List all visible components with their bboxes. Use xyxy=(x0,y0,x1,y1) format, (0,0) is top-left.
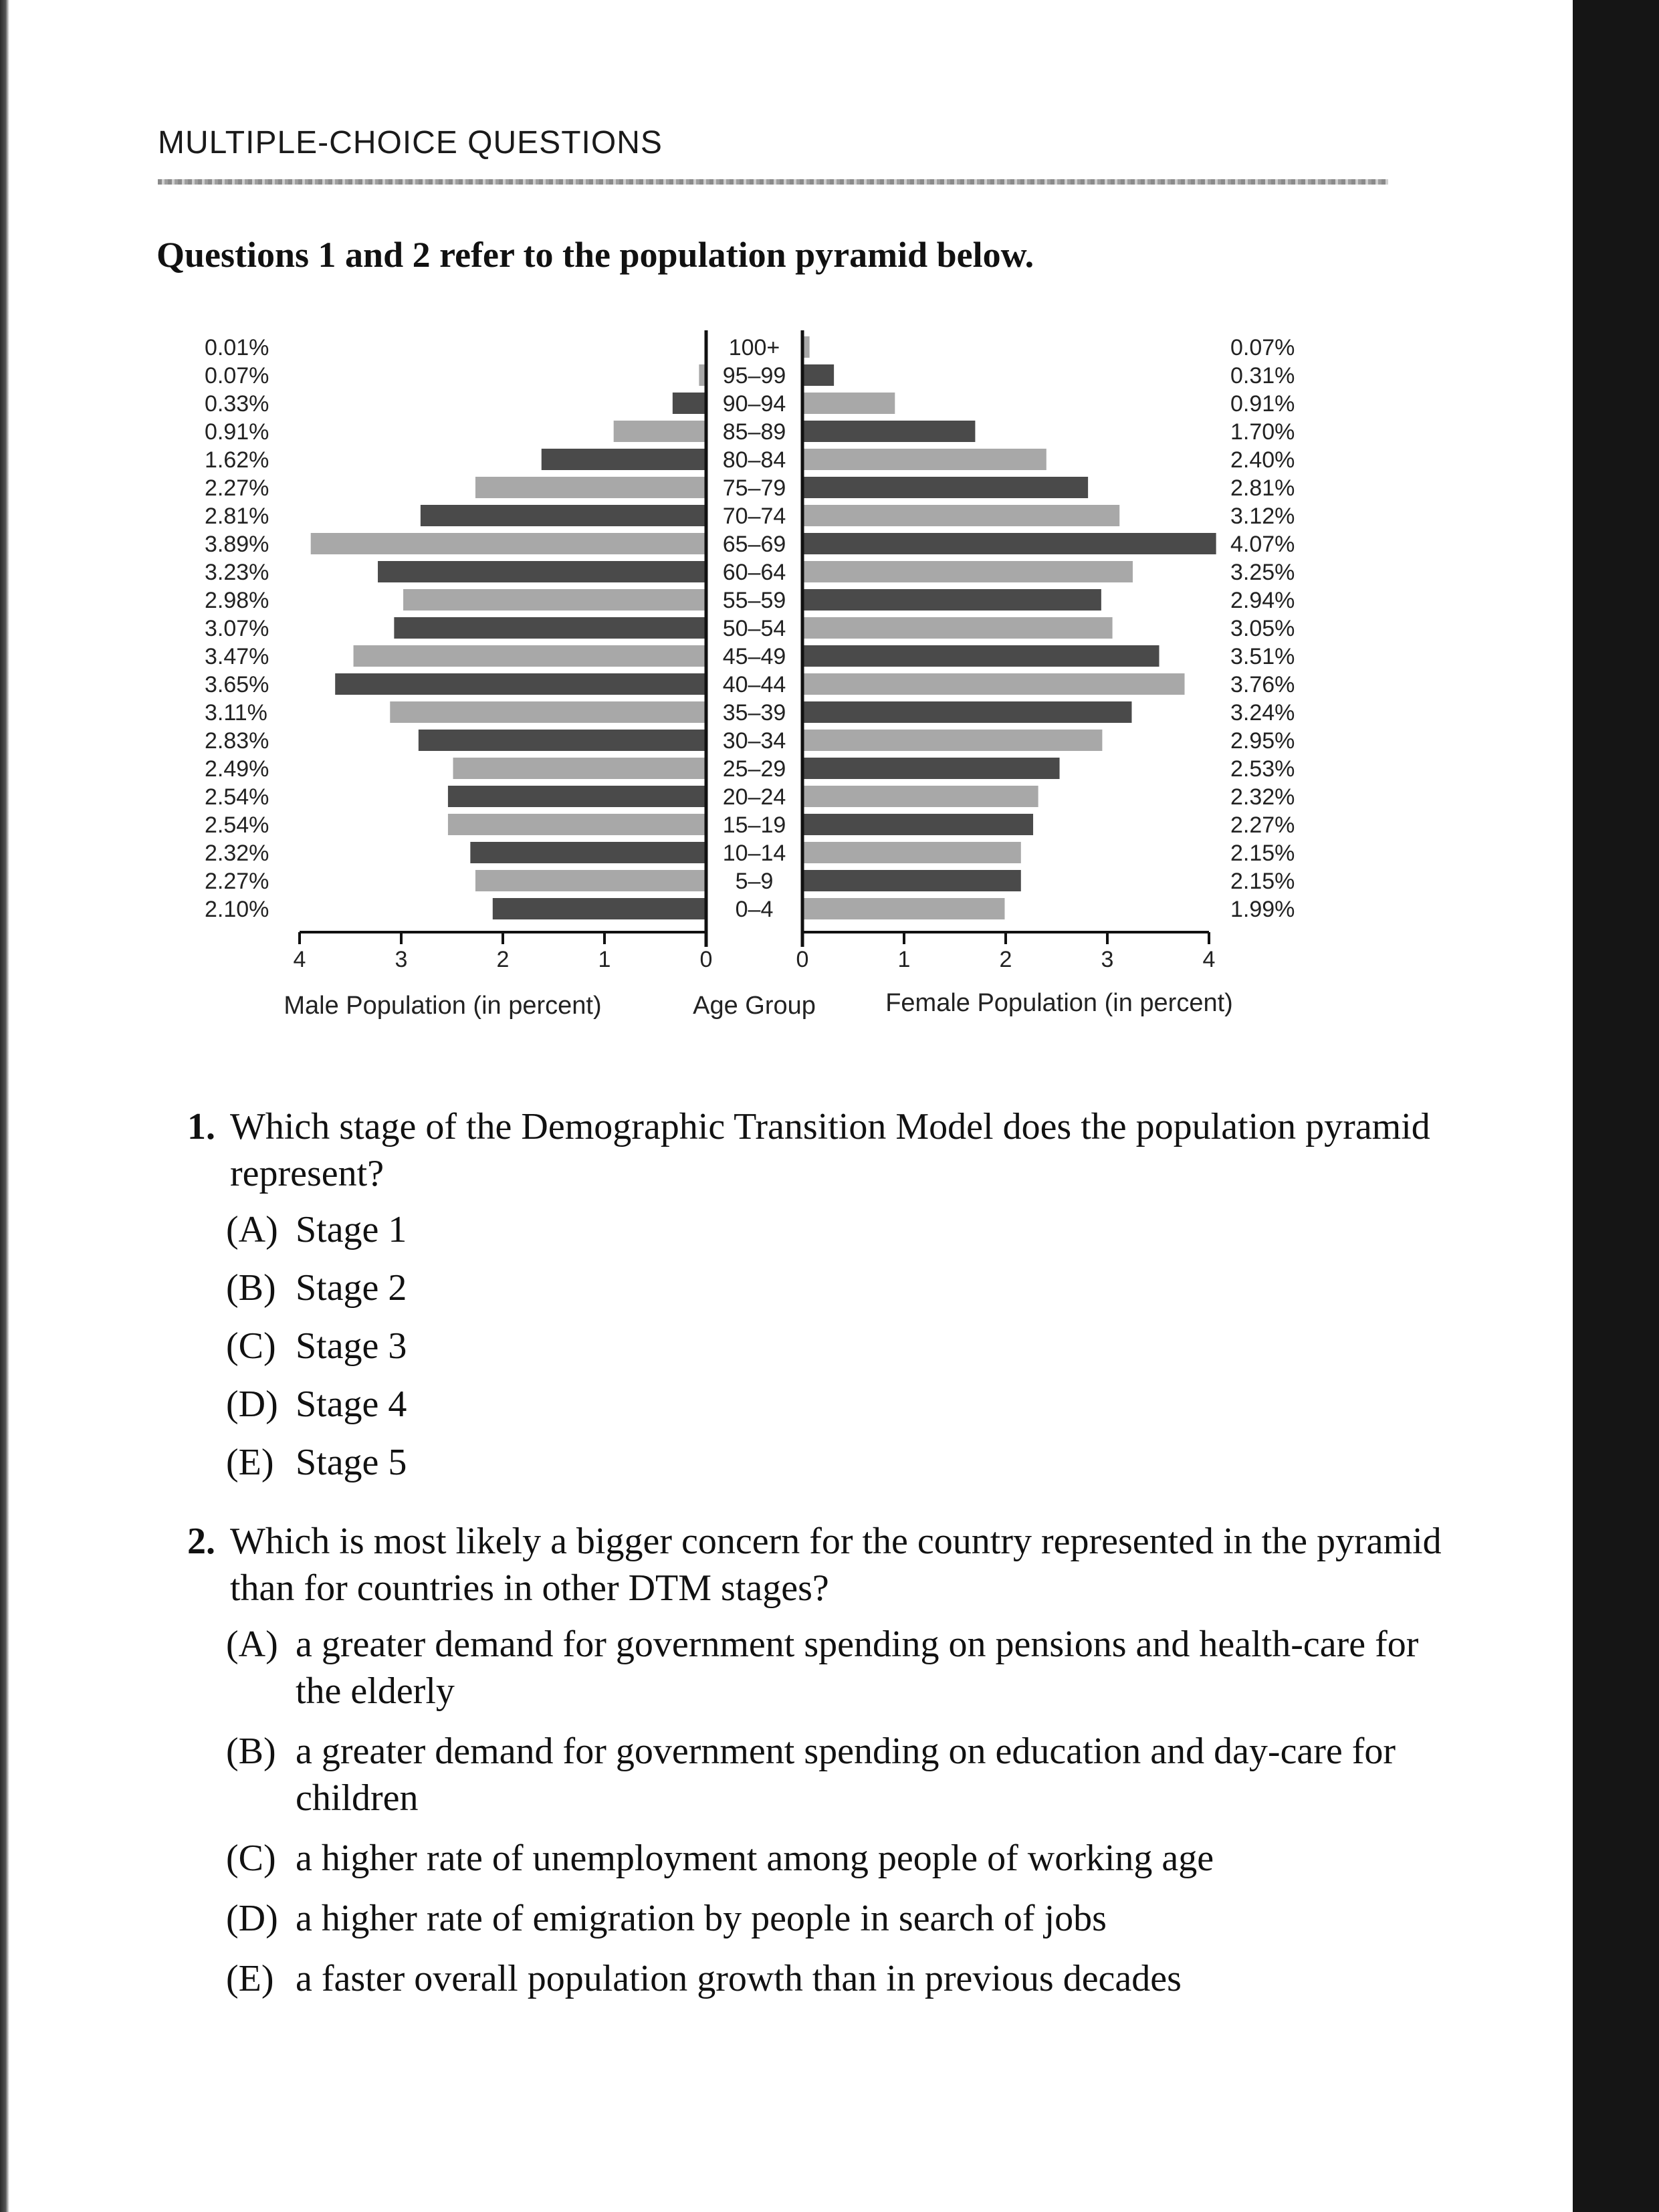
female-percent-label: 3.12% xyxy=(1230,504,1295,529)
female-percent-label: 2.95% xyxy=(1230,728,1295,754)
female-percent-label: 3.24% xyxy=(1230,700,1295,726)
age-group-label: 80–84 xyxy=(722,447,786,473)
female-tick-label: 4 xyxy=(1202,947,1216,972)
male-bar-12 xyxy=(335,673,706,695)
question-2-number: 2. xyxy=(187,1521,215,1562)
male-bar-4 xyxy=(542,449,706,470)
questions-intro: Questions 1 and 2 refer to the population pyramid below. xyxy=(156,235,1034,275)
male-percent-label: 3.23% xyxy=(205,560,269,585)
age-group-label: 75–79 xyxy=(722,475,786,501)
female-bar-14 xyxy=(802,730,1102,751)
question-1-option-c[interactable]: (C) Stage 3 xyxy=(226,1325,407,1367)
age-axis-title: Age Group xyxy=(693,992,816,1020)
population-pyramid xyxy=(181,314,1344,1036)
female-bar-13 xyxy=(802,701,1131,723)
male-percent-label: 2.81% xyxy=(205,504,269,529)
question-1 xyxy=(187,1103,1431,1486)
age-group-label: 45–49 xyxy=(722,644,786,669)
male-bar-18 xyxy=(470,842,706,863)
question-1-number: 1. xyxy=(187,1106,215,1147)
female-bar-6 xyxy=(802,505,1119,526)
female-percent-label: 3.25% xyxy=(1230,560,1295,585)
female-percent-label: 2.32% xyxy=(1230,784,1295,810)
male-percent-label: 2.27% xyxy=(205,475,269,501)
male-percent-label: 1.62% xyxy=(205,447,269,473)
male-percent-label: 3.47% xyxy=(205,644,269,669)
female-percent-label: 2.15% xyxy=(1230,869,1295,894)
female-percent-label: 2.27% xyxy=(1230,812,1295,838)
male-percent-label: 2.10% xyxy=(205,897,269,922)
male-bar-15 xyxy=(453,758,706,779)
question-2-option-c[interactable]: (C) a higher rate of unemployment among people of working age xyxy=(226,1838,1214,1879)
male-bar-3 xyxy=(614,421,706,442)
female-bar-16 xyxy=(802,786,1038,807)
male-bar-13 xyxy=(390,701,706,723)
male-bar-7 xyxy=(311,533,706,554)
female-percent-label: 2.94% xyxy=(1230,588,1295,613)
female-bar-18 xyxy=(802,842,1021,863)
question-1-text: Which stage of the Demographic Transition Model does the population pyramid represent? xyxy=(230,1106,1430,1194)
male-percent-label: 0.33% xyxy=(205,391,269,417)
female-percent-label: 3.76% xyxy=(1230,672,1295,697)
female-tick-label: 0 xyxy=(796,947,809,972)
male-bar-11 xyxy=(354,645,706,667)
question-2-text: Which is most likely a bigger concern for the country represented in the pyramid than for countries in other DTM stages? xyxy=(230,1521,1442,1609)
female-bar-12 xyxy=(802,673,1185,695)
male-bar-14 xyxy=(419,730,706,751)
female-bar-9 xyxy=(802,589,1101,611)
female-percent-label: 2.15% xyxy=(1230,841,1295,866)
female-bar-10 xyxy=(802,617,1113,639)
male-percent-label: 0.07% xyxy=(205,363,269,389)
male-percent-label: 2.54% xyxy=(205,784,269,810)
age-group-label: 85–89 xyxy=(722,419,786,445)
male-bar-10 xyxy=(394,617,706,639)
header-rule xyxy=(158,179,1388,185)
age-group-label: 65–69 xyxy=(722,532,786,557)
male-bar-20 xyxy=(493,898,706,919)
female-bar-4 xyxy=(802,449,1046,470)
female-bar-8 xyxy=(802,561,1133,582)
female-percent-label: 0.31% xyxy=(1230,363,1295,389)
age-group-label: 5–9 xyxy=(735,869,774,894)
male-percent-label: 2.32% xyxy=(205,841,269,866)
female-bar-2 xyxy=(802,393,895,414)
age-group-label: 25–29 xyxy=(722,756,786,782)
male-bar-19 xyxy=(475,870,706,891)
male-tick-label: 0 xyxy=(699,947,713,972)
age-group-label: 50–54 xyxy=(722,616,786,641)
male-percent-label: 3.11% xyxy=(205,700,267,726)
age-group-label: 10–14 xyxy=(722,841,786,866)
male-bar-16 xyxy=(448,786,706,807)
age-group-label: 15–19 xyxy=(722,812,786,838)
female-percent-label: 2.81% xyxy=(1230,475,1295,501)
female-bar-17 xyxy=(802,814,1033,835)
male-tick-label: 1 xyxy=(598,947,611,972)
male-percent-label: 3.07% xyxy=(205,616,269,641)
question-2-option-b[interactable]: (B) a greater demand for government spending on education and day-care for children xyxy=(226,1731,1396,1819)
age-group-label: 95–99 xyxy=(722,363,786,389)
male-tick-label: 4 xyxy=(293,947,306,972)
age-group-label: 55–59 xyxy=(722,588,786,613)
male-tick-label: 2 xyxy=(496,947,510,972)
female-bar-11 xyxy=(802,645,1159,667)
male-percent-label: 2.27% xyxy=(205,869,269,894)
age-group-label: 35–39 xyxy=(722,700,786,726)
female-tick-label: 2 xyxy=(999,947,1012,972)
female-percent-label: 2.53% xyxy=(1230,756,1295,782)
female-tick-label: 1 xyxy=(897,947,911,972)
scan-left-edge xyxy=(0,0,9,2212)
age-group-label: 90–94 xyxy=(722,391,786,417)
question-1-option-d[interactable]: (D) Stage 4 xyxy=(226,1384,407,1425)
female-percent-label: 2.40% xyxy=(1230,447,1295,473)
male-axis-title: Male Population (in percent) xyxy=(284,992,602,1020)
scan-right-margin xyxy=(1573,0,1659,2212)
male-percent-label: 3.65% xyxy=(205,672,269,697)
question-2-option-d[interactable]: (D) a higher rate of emigration by people in search of jobs xyxy=(226,1898,1107,1939)
female-bar-20 xyxy=(802,898,1004,919)
section-title: MULTIPLE-CHOICE QUESTIONS xyxy=(158,125,663,160)
age-group-label: 60–64 xyxy=(722,560,786,585)
female-axis-title: Female Population (in percent) xyxy=(885,989,1233,1017)
male-bar-2 xyxy=(673,393,706,414)
age-group-label: 40–44 xyxy=(722,672,786,697)
female-bar-19 xyxy=(802,870,1021,891)
female-percent-label: 0.91% xyxy=(1230,391,1295,417)
male-tick-label: 3 xyxy=(395,947,408,972)
male-percent-label: 0.01% xyxy=(205,335,269,360)
age-group-label: 30–34 xyxy=(722,728,786,754)
male-bar-17 xyxy=(448,814,706,835)
question-2-option-e[interactable]: (E) a faster overall population growth than in previous decades xyxy=(226,1958,1182,1999)
question-2-option-a[interactable]: (A) a greater demand for government spending on pensions and health-care for the elderly xyxy=(226,1624,1419,1712)
female-percent-label: 1.99% xyxy=(1230,897,1295,922)
female-bar-1 xyxy=(802,364,834,386)
female-bar-7 xyxy=(802,533,1216,554)
age-group-label: 20–24 xyxy=(722,784,786,810)
male-bar-8 xyxy=(378,561,706,582)
male-bar-9 xyxy=(403,589,706,611)
male-percent-label: 2.49% xyxy=(205,756,269,782)
age-group-label: 70–74 xyxy=(722,504,786,529)
male-bar-6 xyxy=(421,505,706,526)
female-tick-label: 3 xyxy=(1101,947,1114,972)
question-2 xyxy=(187,1518,1471,2002)
age-group-label: 0–4 xyxy=(735,897,774,922)
male-percent-label: 2.83% xyxy=(205,728,269,754)
male-percent-label: 3.89% xyxy=(205,532,269,557)
female-bar-5 xyxy=(802,477,1088,498)
question-1-option-a[interactable]: (A) Stage 1 xyxy=(226,1209,407,1250)
age-group-label: 100+ xyxy=(728,335,780,360)
question-1-option-e[interactable]: (E) Stage 5 xyxy=(226,1442,407,1483)
female-percent-label: 4.07% xyxy=(1230,532,1295,557)
male-percent-label: 0.91% xyxy=(205,419,269,445)
question-1-option-b[interactable]: (B) Stage 2 xyxy=(226,1267,407,1309)
female-percent-label: 1.70% xyxy=(1230,419,1295,445)
female-percent-label: 3.05% xyxy=(1230,616,1295,641)
male-percent-label: 2.98% xyxy=(205,588,269,613)
female-bar-15 xyxy=(802,758,1060,779)
female-percent-label: 0.07% xyxy=(1230,335,1295,360)
male-bar-5 xyxy=(475,477,706,498)
female-bar-3 xyxy=(802,421,975,442)
female-percent-label: 3.51% xyxy=(1230,644,1295,669)
male-percent-label: 2.54% xyxy=(205,812,269,838)
